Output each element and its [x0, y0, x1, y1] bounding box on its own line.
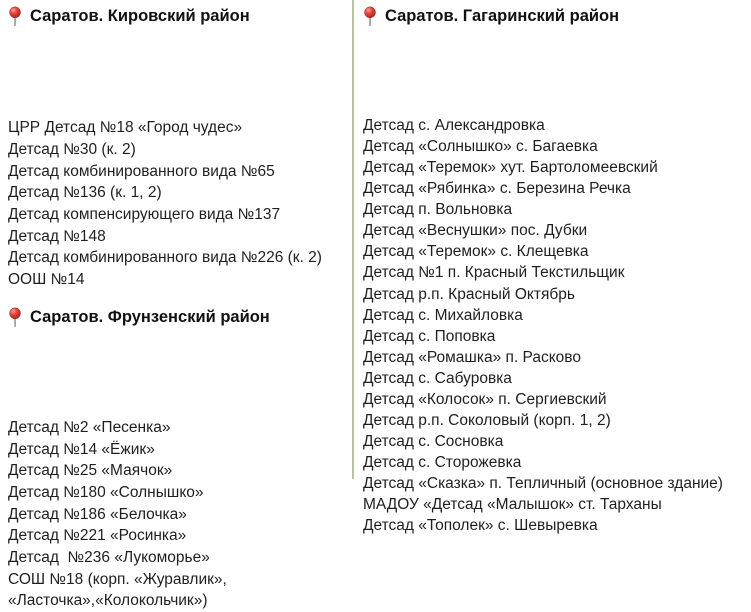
left-column: [0, 0, 352, 612]
district-header-gagarinsky: [363, 5, 751, 27]
list-item: Детсад «Тополек» с. Шевыревка: [363, 517, 598, 535]
list-item: Детсад с. Сабуровка: [363, 369, 512, 387]
list-item: Детсад комбинированного вида №65: [8, 162, 275, 180]
list-item: Детсад «Солнышко» с. Багаевка: [363, 138, 598, 156]
list-item: Детсад р.п. Красный Октябрь: [363, 285, 575, 303]
list-item: Детсад №30 (к. 2): [8, 140, 136, 158]
list-item: СОШ №18 (корп. «Журавлик»,: [8, 570, 227, 588]
district-title: Саратов. Кировский район: [30, 6, 250, 25]
list-item: Детсад №236 «Лукоморье»: [8, 549, 210, 567]
list-item: Детсад с. Сосновка: [363, 432, 504, 450]
location-pin-icon: [8, 6, 22, 27]
right-column: [354, 0, 751, 536]
list-item: МАДОУ «Детсад «Малышок» ст. Тарханы: [363, 495, 662, 513]
list-item: Детсад №2 «Песенка»: [8, 418, 171, 436]
list-item: «Ласточка»,«Колокольчик»): [8, 592, 208, 610]
district-header-kirovsky: [8, 5, 352, 27]
list-item: Детсад №148: [8, 227, 106, 245]
list-item: Детсад комбинированного вида №226 (к. 2): [8, 249, 322, 267]
district-header-frunzensky: [8, 307, 352, 329]
list-item: Детсад №180 «Солнышко»: [8, 483, 204, 501]
list-item: Детсад р.п. Соколовый (корп. 1, 2): [363, 411, 611, 429]
location-pin-icon: [8, 307, 22, 328]
district-title: Саратов. Гагаринский район: [385, 6, 620, 25]
list-item: Детсад «Рябинка» с. Березина Речка: [363, 180, 631, 198]
kindergarten-list-gagarinsky: [363, 52, 751, 536]
list-item: Детсад с. Поповка: [363, 327, 496, 345]
list-item: Детсад №221 «Росинка»: [8, 527, 187, 545]
list-item: Детсад с. Михайловка: [363, 306, 523, 324]
kindergarten-list-kirovsky: [8, 52, 352, 291]
list-item: Детсад «Сказка» п. Тепличный (основное здание): [363, 474, 723, 492]
list-item: Детсад п. Вольновка: [363, 201, 513, 219]
list-item: Детсад №1 п. Красный Текстильщик: [363, 264, 625, 282]
list-item: Детсад компенсирующего вида №137: [8, 205, 281, 223]
kindergarten-list-frunzensky: [8, 352, 352, 612]
section-kirovsky: [8, 5, 352, 291]
list-item: Детсад «Теремок» с. Клещевка: [363, 243, 589, 261]
list-item: Детсад №136 (к. 1, 2): [8, 184, 162, 202]
location-pin-icon: [363, 6, 377, 27]
list-item: Детсад «Ромашка» п. Расково: [363, 348, 581, 366]
list-item: Детсад с. Сторожевка: [363, 453, 522, 471]
district-title: Саратов. Фрунзенский район: [30, 308, 270, 327]
list-item: Детсад №186 «Белочка»: [8, 505, 187, 523]
section-gagarinsky: [363, 5, 751, 536]
section-frunzensky: [8, 307, 352, 612]
list-item: Детсад «Колосок» п. Сергиевский: [363, 390, 607, 408]
list-item: ООШ №14: [8, 271, 85, 289]
list-item: Детсад «Теремок» хут. Бартоломеевский: [363, 159, 658, 177]
list-item: Детсад №25 «Маячок»: [8, 462, 173, 480]
list-item: Детсад с. Александровка: [363, 117, 545, 135]
list-item: Детсад «Веснушки» пос. Дубки: [363, 222, 588, 240]
list-item: Детсад №14 «Ёжик»: [8, 440, 155, 458]
list-item: ЦРР Детсад №18 «Город чудес»: [8, 119, 243, 137]
